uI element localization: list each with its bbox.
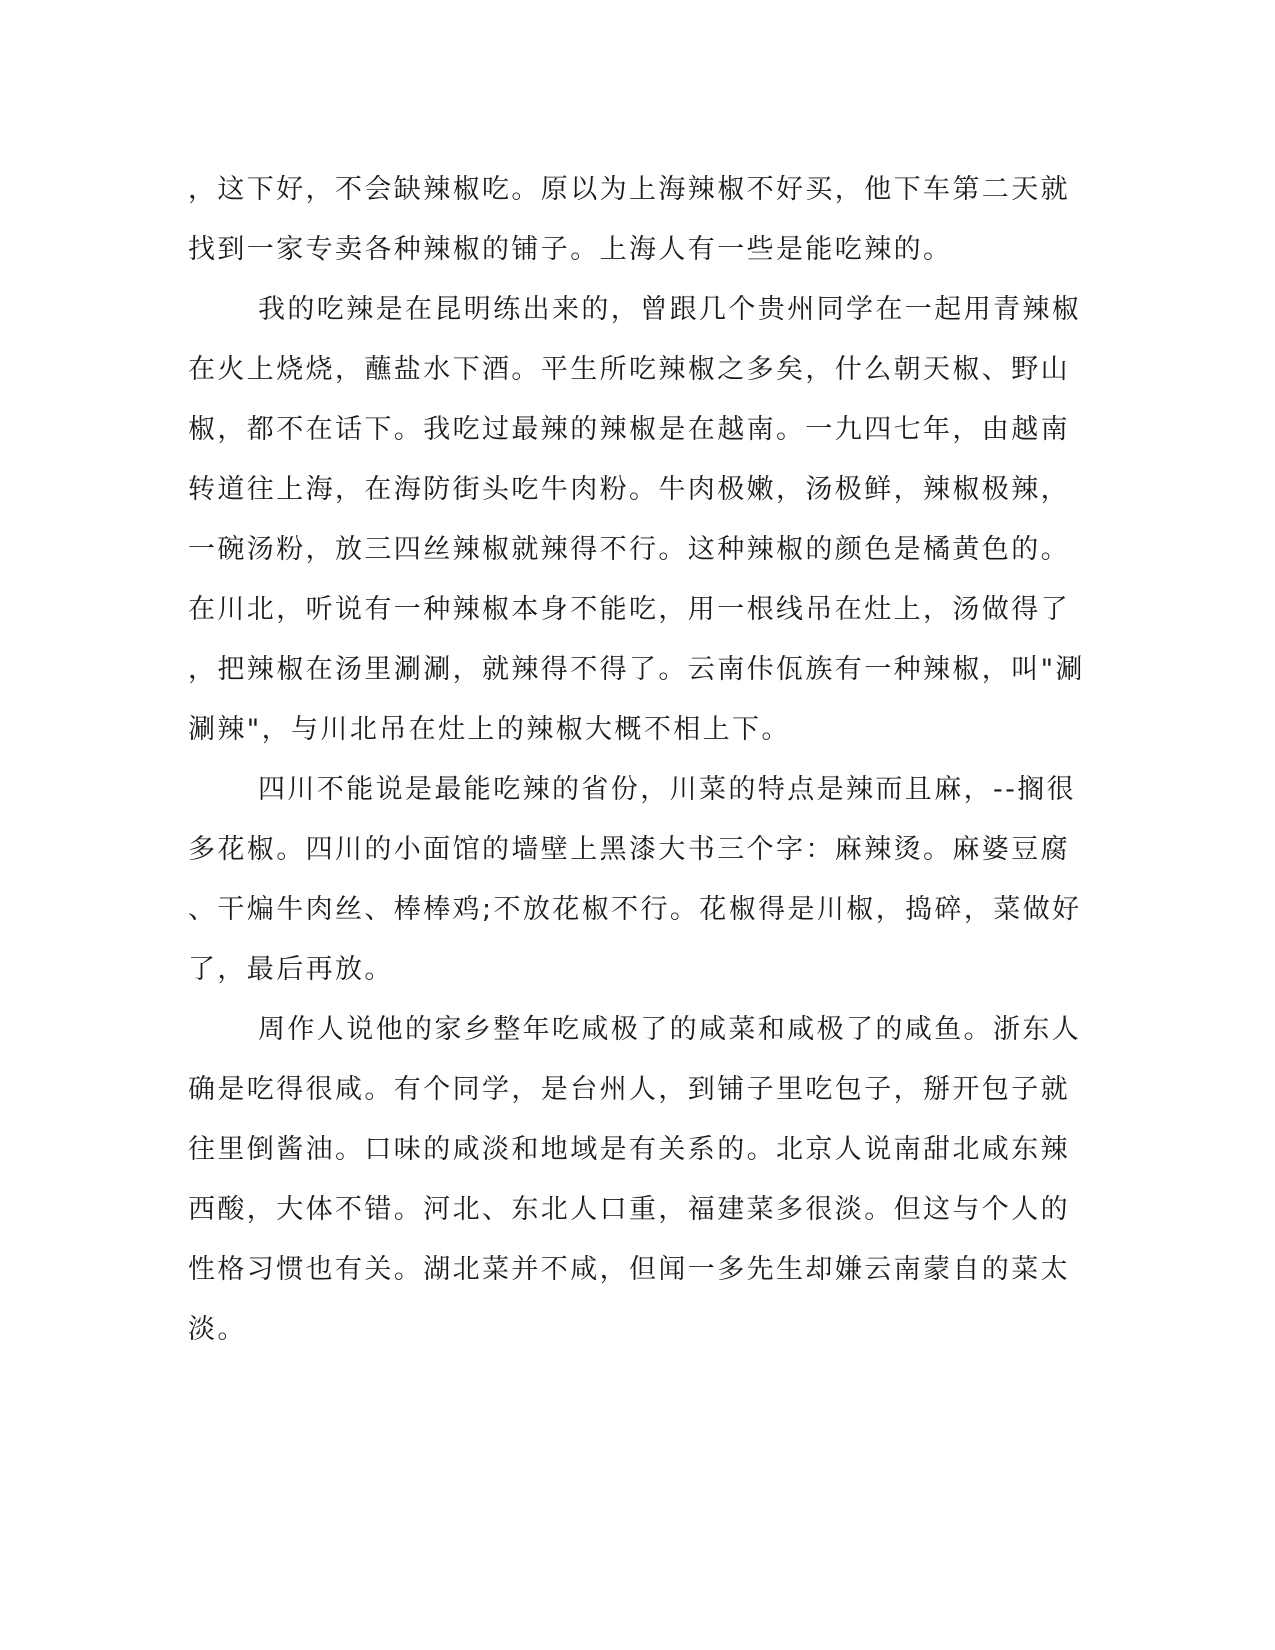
- paragraph-start-line: 四川不能说是最能吃辣的省份，川菜的特点是辣而且麻，--搁很: [258, 774, 1077, 805]
- paragraph-start-line: 我的吃辣是在昆明练出来的，曾跟几个贵州同学在一起用青辣椒: [258, 294, 1082, 325]
- text-line: 往里倒酱油。口味的咸淡和地域是有关系的。北京人说南甜北咸东辣: [188, 1134, 1070, 1165]
- text-line: 在川北，听说有一种辣椒本身不能吃，用一根线吊在灶上，汤做得了: [188, 594, 1070, 625]
- paragraph-start-line: 周作人说他的家乡整年吃咸极了的咸菜和咸极了的咸鱼。浙东人: [258, 1014, 1082, 1045]
- text-line: 了，最后再放。: [188, 954, 394, 985]
- text-line: 、干煸牛肉丝、棒棒鸡;不放花椒不行。花椒得是川椒，捣碎，菜做好: [188, 894, 1082, 925]
- text-line: 转道往上海，在海防街头吃牛肉粉。牛肉极嫩，汤极鲜，辣椒极辣，: [188, 474, 1070, 505]
- text-line: ，把辣椒在汤里涮涮，就辣得不得了。云南佧佤族有一种辣椒，叫"涮: [188, 654, 1085, 685]
- text-line: 在火上烧烧，蘸盐水下酒。平生所吃辣椒之多矣，什么朝天椒、野山: [188, 354, 1070, 385]
- text-line: ，这下好，不会缺辣椒吃。原以为上海辣椒不好买，他下车第二天就: [188, 174, 1070, 205]
- text-line: 找到一家专卖各种辣椒的铺子。上海人有一些是能吃辣的。: [188, 234, 953, 265]
- text-line: 淡。: [188, 1314, 247, 1345]
- text-line: 多花椒。四川的小面馆的墙壁上黑漆大书三个字：麻辣烫。麻婆豆腐: [188, 834, 1070, 865]
- text-line: 椒，都不在话下。我吃过最辣的辣椒是在越南。一九四七年，由越南: [188, 414, 1070, 445]
- text-line: 西酸，大体不错。河北、东北人口重，福建菜多很淡。但这与个人的: [188, 1194, 1070, 1225]
- document-body: [188, 160, 1085, 1360]
- text-line: 涮辣"，与川北吊在灶上的辣椒大概不相上下。: [188, 714, 791, 745]
- text-line: 性格习惯也有关。湖北菜并不咸，但闻一多先生却嫌云南蒙自的菜太: [188, 1254, 1070, 1285]
- text-line: 确是吃得很咸。有个同学，是台州人，到铺子里吃包子，掰开包子就: [188, 1074, 1070, 1105]
- text-line: 一碗汤粉，放三四丝辣椒就辣得不行。这种辣椒的颜色是橘黄色的。: [188, 534, 1070, 565]
